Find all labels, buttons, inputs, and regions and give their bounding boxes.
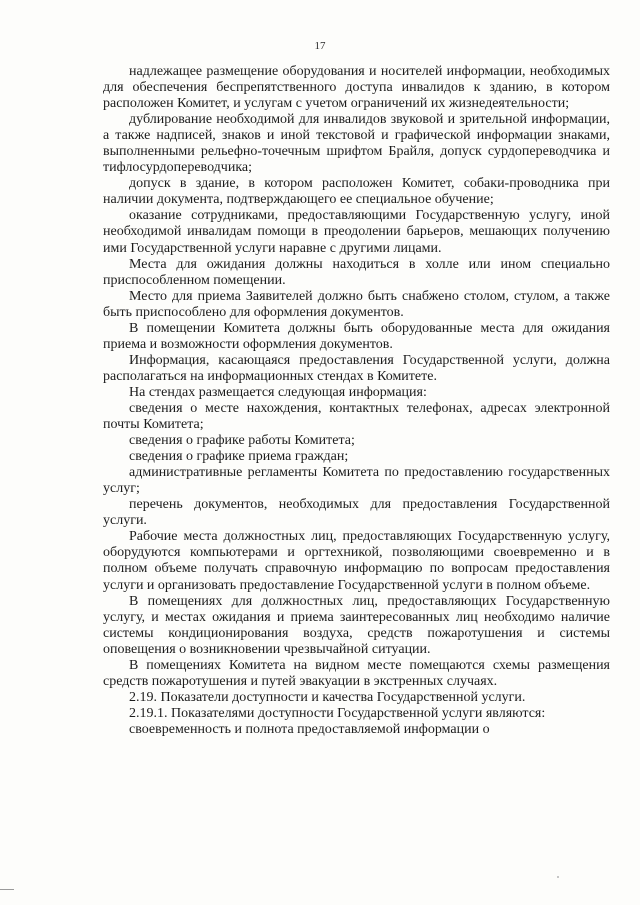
section-heading: 2.19. Показатели доступности и качества Государственной услуги. bbox=[129, 689, 526, 705]
scan-speck bbox=[557, 876, 559, 878]
paragraph: сведения о месте нахождения, контактных телефонах, адресах электронной почты Комитета; bbox=[103, 400, 610, 433]
paragraph: сведения о графике приема граждан; bbox=[129, 449, 349, 465]
paragraph: оказание сотрудниками, предоставляющими Государственную услугу, иной необходимой инвалидам помощи в преодолении барьеров, мешающих получению ими Государственной услуги наравне с другими лицами. bbox=[103, 208, 610, 256]
paragraph: Рабочие места должностных лиц, предоставляющих Государственную услугу, оборудуются компьютерами и оргтехникой, позволяющими своевременно и в полном объеме получать справочную информацию по вопросам предоставления услуги и организовать предоставление Государственной услуги в полном объеме. bbox=[103, 529, 610, 593]
paragraph: надлежащее размещение оборудования и носителей информации, необходимых для обеспечения беспрепятственного доступа инвалидов к зданию, в котором расположен Комитет, и услугам с учетом ограничений их жизнедеятельности; bbox=[103, 64, 610, 112]
page-number: 17 bbox=[314, 40, 326, 52]
paragraph: дублирование необходимой для инвалидов звуковой и зрительной информации, а также надписей, знаков и иной текстовой и графической информации знаками, выполненными рельефно-точечным шрифтом Брайля, допуск сурдопереводчика и тифлосурдопереводчика; bbox=[103, 112, 610, 176]
paragraph: В помещениях Комитета на видном месте помещаются схемы размещения средств пожаротушения и путей эвакуации в экстренных случаях. bbox=[103, 657, 610, 689]
paragraph: перечень документов, необходимых для предоставления Государственной услуги. bbox=[103, 497, 610, 529]
paragraph: Места для ожидания должны находиться в холле или ином специально приспособленном помещении. bbox=[103, 256, 610, 288]
paragraph: допуск в здание, в котором расположен Комитет, собаки-проводника при наличии документа, подтверждающего ее специальное обучение; bbox=[103, 176, 610, 208]
paragraph: Информация, касающаяся предоставления Государственной услуги, должна располагаться на информационных стендах в Комитете. bbox=[103, 352, 610, 384]
paragraph: В помещении Комитета должны быть оборудованные места для ожидания приема и возможности оформления документов. bbox=[103, 320, 610, 352]
paragraph: В помещениях для должностных лиц, предоставляющих Государственную услугу, и местах ожидания и приема заинтересованных лиц необходимо наличие системы кондиционирования воздуха, средств пожаротушения и системы оповещения о возникновении чрезвычайной ситуации. bbox=[103, 593, 610, 657]
paragraph: своевременность и полнота предоставляемой информации о bbox=[129, 721, 490, 737]
paragraph: сведения о графике работы Комитета; bbox=[129, 433, 355, 449]
paragraph: административные регламенты Комитета по предоставлению государственных услуг; bbox=[103, 465, 610, 497]
document-body bbox=[103, 64, 610, 738]
subsection-heading: 2.19.1. Показателями доступности Государственной услуги являются: bbox=[129, 705, 546, 721]
paragraph: На стендах размещается следующая информация: bbox=[129, 384, 427, 400]
paragraph: Место для приема Заявителей должно быть снабжено столом, стулом, а также быть приспособлено для оформления документов. bbox=[103, 288, 610, 320]
scan-edge-mark bbox=[0, 889, 14, 890]
